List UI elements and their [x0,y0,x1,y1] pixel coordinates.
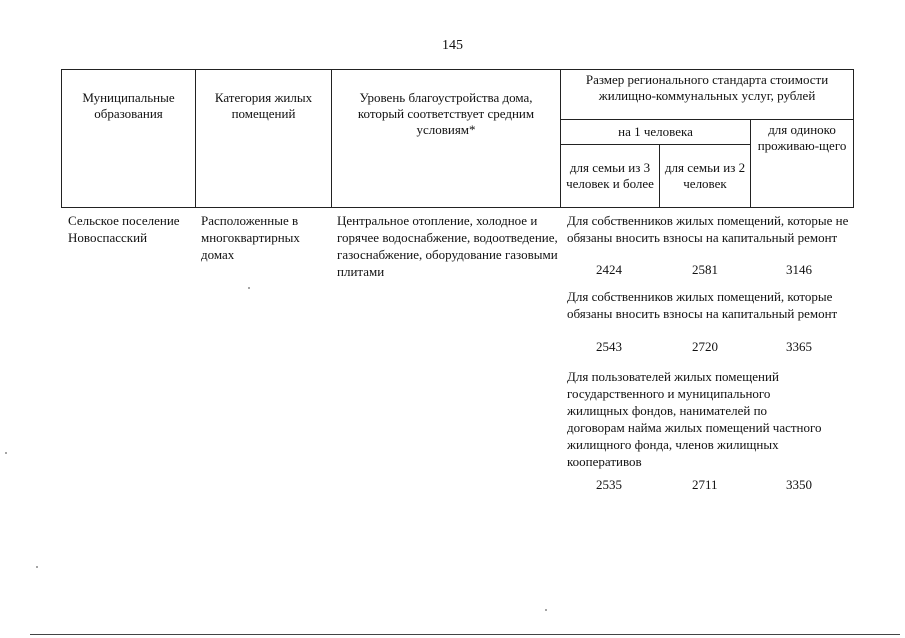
header-housing-category: Категория жилых помещений [196,70,332,208]
header-amenities-level: Уровень благоустройства дома, который соответствует средним условиям* [332,70,561,208]
page-number: 145 [442,38,463,53]
scan-speck [248,287,250,289]
amenities-cell: Центральное отопление, холодное и горячее водоснабжение, водоотведение, газоснабжение, оборудование газовыми плитами [337,213,558,279]
header-municipalities: Муниципальные образования [62,70,196,208]
scan-speck [36,566,38,568]
group-1-title: Для собственников жилых помещений, которые не обязаны вносить взносы на капитальный ремонт [567,213,849,245]
group-3-title: Для пользователей жилых помещений государственного и муниципального жилищных фондов, нанимателей по договорам найма жилых помещений частного жилищного фонда, членов жилищных кооперативов [567,369,822,469]
group-2-value-single: 3365 [786,339,812,354]
header-family-2: для семьи из 2 человек [660,144,751,207]
scan-speck [545,609,547,611]
group-3-value-family2: 2711 [692,477,718,492]
group-1-value-family2: 2581 [692,262,718,277]
group-1-value-family3: 2424 [596,262,622,277]
group-3-value-single: 3350 [786,477,812,492]
group-2-title: Для собственников жилых помещений, которые обязаны вносить взносы на капитальный ремонт [567,289,838,321]
header-standard-size: Размер регионального стандарта стоимости жилищно-коммунальных услуг, рублей [561,70,854,120]
header-family-3-plus: для семьи из 3 человек и более [561,144,660,207]
group-2-value-family3: 2543 [596,339,622,354]
scan-speck [5,452,7,454]
group-2-value-family2: 2720 [692,339,718,354]
group-1-value-single: 3146 [786,262,812,277]
housing-category-cell: Расположенные в многоквартирных домах [201,213,300,262]
group-3-value-family3: 2535 [596,477,622,492]
municipality-cell: Сельское поселение Новоспасский [68,213,180,245]
header-per-person: на 1 человека [561,120,751,144]
page-bottom-edge [30,634,900,635]
header-single-resident: для одиноко проживаю-щего [751,120,854,208]
standards-table-header [61,69,854,208]
